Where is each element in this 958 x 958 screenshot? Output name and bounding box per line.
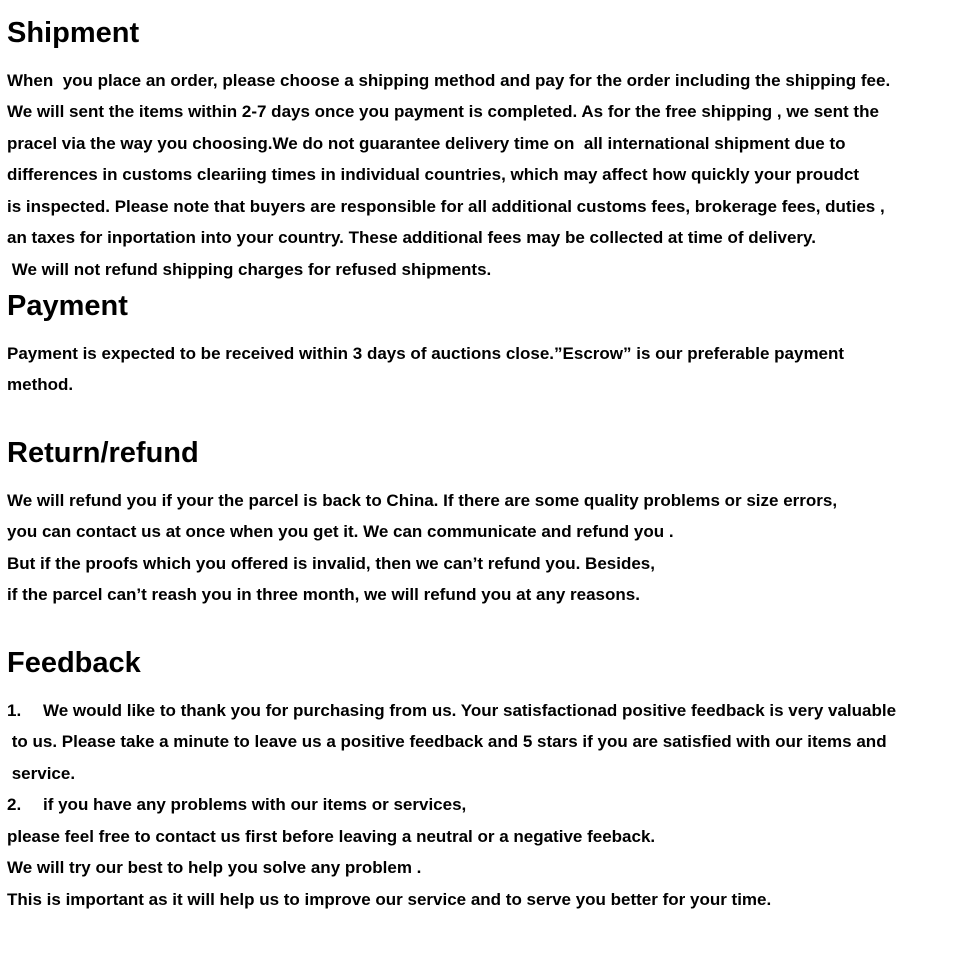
return-refund-line: But if the proofs which you offered is invalid, then we can’t refund you. Besides, <box>7 554 655 573</box>
feedback-item-2-number: 2. <box>7 795 22 814</box>
feedback-line: service. <box>7 764 76 783</box>
feedback-line: please feel free to contact us first before leaving a neutral or a negative feeback. <box>7 827 656 846</box>
return-refund-line: you can contact us at once when you get it. We can communicate and refund you . <box>7 522 674 541</box>
payment-line: method. <box>7 375 74 394</box>
feedback-heading: Feedback <box>7 647 141 679</box>
feedback-item-1-text: We would like to thank you for purchasing from us. Your satisfactionad positive feedback is very valuable <box>43 701 897 720</box>
feedback-line: to us. Please take a minute to leave us a positive feedback and 5 stars if you are satisfied with our items and <box>7 732 887 751</box>
shipment-line: When you place an order, please choose a shipping method and pay for the order including the shipping fee. <box>7 71 891 90</box>
shipment-line: an taxes for inportation into your country. These additional fees may be collected at time of delivery. <box>7 228 816 247</box>
shipment-line: We will not refund shipping charges for refused shipments. <box>7 260 492 279</box>
shipment-line: differences in customs cleariing times in individual countries, which may affect how quickly your proudct <box>7 165 860 184</box>
shipment-line: We will sent the items within 2-7 days once you payment is completed. As for the free shipping , we sent the <box>7 102 879 121</box>
payment-heading: Payment <box>7 290 128 322</box>
return-refund-heading: Return/refund <box>7 437 199 469</box>
feedback-item-2 <box>7 793 466 817</box>
feedback-line: We will try our best to help you solve any problem . <box>7 858 422 877</box>
feedback-line: This is important as it will help us to improve our service and to serve you better for your time. <box>7 890 772 909</box>
return-refund-line: We will refund you if your the parcel is back to China. If there are some quality problems or size errors, <box>7 491 838 510</box>
feedback-item-2-text: if you have any problems with our items or services, <box>43 795 467 814</box>
shipment-line: pracel via the way you choosing.We do not guarantee delivery time on all international shipment due to <box>7 134 846 153</box>
return-refund-line: if the parcel can’t reash you in three month, we will refund you at any reasons. <box>7 585 640 604</box>
shipment-heading: Shipment <box>7 17 140 49</box>
feedback-item-1 <box>7 699 896 723</box>
feedback-item-1-number: 1. <box>7 701 22 720</box>
payment-line: Payment is expected to be received within 3 days of auctions close.”Escrow” is our preferable payment <box>7 344 845 363</box>
shipment-line: is inspected. Please note that buyers are responsible for all additional customs fees, brokerage fees, duties , <box>7 197 885 216</box>
